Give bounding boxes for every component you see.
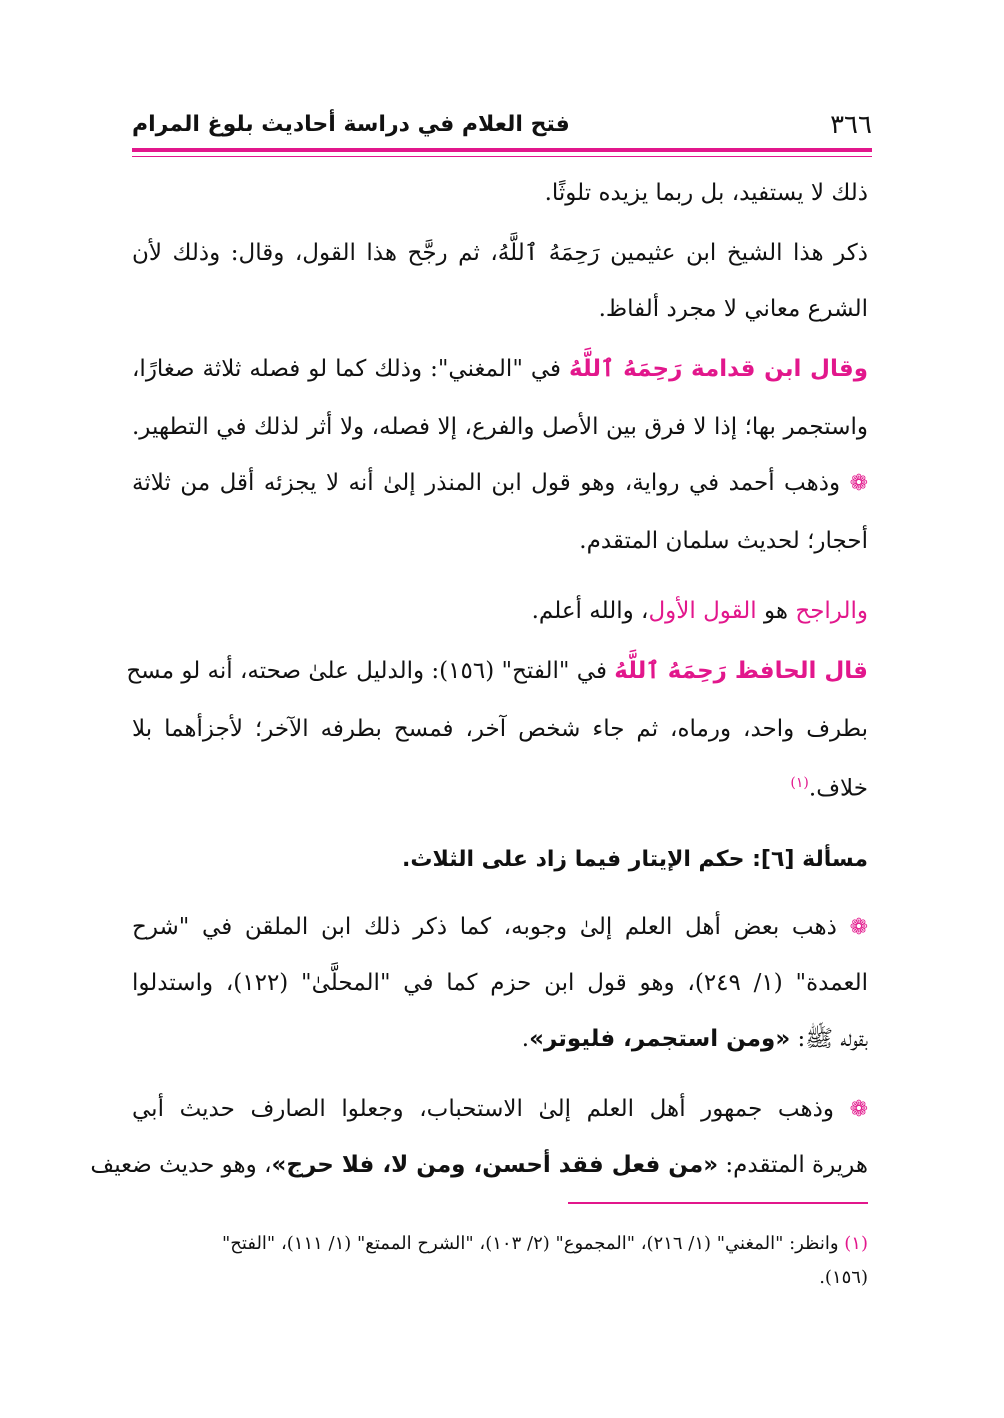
paragraph-line: الشرع معاني لا مجرد ألفاظ. <box>598 296 868 322</box>
footnote-reference[interactable]: (١) <box>790 775 809 791</box>
footnote-number: (١) <box>844 1233 868 1254</box>
header-rule-thin <box>132 156 872 157</box>
running-title: فتح العلام في دراسة أحاديث بلوغ المرام <box>132 112 570 137</box>
paragraph-line: العمدة" (١/ ٢٤٩)، وهو قول ابن حزم كما في "المحلَّىٰ" (١٢٢)، واستدلوا <box>132 970 868 996</box>
section-title: حكم الإيتار فيما زاد على الثلاث. <box>402 847 753 872</box>
paragraph-line: ذكر هذا الشيخ ابن عثيمين رَحِمَهُ ٱللَّهُ، ثم رجَّح هذا القول، وقال: وذلك لأن <box>132 240 868 266</box>
paragraph-line: واستجمر بها؛ إذا لا فرق بين الأصل والفرع، إلا فصله، ولا أثر لذلك في التطهير. <box>132 414 868 440</box>
paragraph-line: ❁ ذهب بعض أهل العلم إلىٰ وجوبه، كما ذكر ذلك ابن الملقن في "شرح <box>132 914 868 940</box>
header-rule-thick <box>132 148 872 152</box>
paragraph-line: بطرف واحد، ورماه، ثم جاء شخص آخر، فمسح بطرفه الآخر؛ لأجزأهما بلا <box>132 716 868 742</box>
paragraph-line: ❁ وذهب أحمد في رواية، وهو قول ابن المنذر إلىٰ أنه لا يجزئه أقل من ثلاثة <box>132 470 868 496</box>
paragraph-line: وقال ابن قدامة رَحِمَهُ ٱللَّهُ في "المغني": وذلك كما لو فصله ثلاثة صغارًا، <box>132 356 868 382</box>
paragraph-line: والراجح هو القول الأول، والله أعلم. <box>531 598 868 624</box>
paragraph-line: ذلك لا يستفيد، بل ربما يزيده تلوثًا. <box>544 180 868 206</box>
paragraph-line: أحجار؛ لحديث سلمان المتقدم. <box>579 528 868 554</box>
section-label: مسألة [٦]: <box>752 847 868 872</box>
hadith-quote: «من فعل فقد أحسن، ومن لا، فلا حرج» <box>271 1152 719 1178</box>
footnote: (١) وانظر: "المغني" (١/ ٢١٦)، "المجموع" (٢/ ١٠٣)، "الشرح الممتع" (١/ ١١١)، "الفتح" <box>222 1233 868 1254</box>
paragraph-line: بقوله ﷺ: «ومن استجمر، فليوتر». <box>521 1026 868 1052</box>
quoted-scholar: وقال ابن قدامة رَحِمَهُ ٱللَّهُ <box>569 356 868 382</box>
paragraph-line: خلاف.$^{(١)}$ <box>790 775 868 802</box>
flower-ornament-icon: ❁ <box>849 1097 868 1122</box>
preferred-opinion: القول الأول <box>648 598 757 624</box>
page-number: ٣٦٦ <box>830 110 872 140</box>
paragraph-line: هريرة المتقدم: «من فعل فقد أحسن، ومن لا، فلا حرج»، وهو حديث ضعيف <box>90 1152 868 1178</box>
paragraph-line: قال الحافظ رَحِمَهُ ٱللَّهُ في "الفتح" (١٥٦): والدليل علىٰ صحته، أنه لو مسح <box>126 658 868 684</box>
paragraph-line: ❁ وذهب جمهور أهل العلم إلىٰ الاستحباب، وجعلوا الصارف حديث أبي <box>132 1096 868 1122</box>
flower-ornament-icon: ❁ <box>849 471 868 496</box>
section-heading <box>132 842 868 877</box>
page-header <box>132 110 872 146</box>
hadith-quote: «ومن استجمر، فليوتر» <box>529 1026 791 1052</box>
footnote-continuation: (١٥٦). <box>819 1267 868 1288</box>
footnote-separator <box>568 1202 868 1204</box>
preferred-label: والراجح <box>795 598 868 624</box>
flower-ornament-icon: ❁ <box>849 915 868 940</box>
quoted-scholar: قال الحافظ رَحِمَهُ ٱللَّهُ <box>614 658 868 684</box>
